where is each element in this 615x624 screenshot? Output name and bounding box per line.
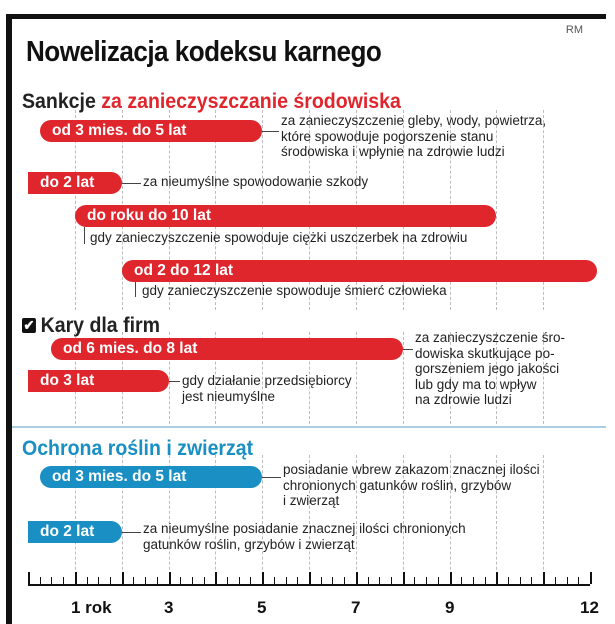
description-line: za nieumyślne posiadanie znacznej ilości chronionych (143, 521, 466, 536)
axis-tick (63, 577, 64, 584)
section-divider (12, 426, 606, 428)
axis-tick (274, 577, 275, 584)
description-line: i zwierząt (283, 493, 340, 508)
range-description (143, 174, 368, 190)
axis-tick (133, 577, 134, 584)
axis-tick (578, 577, 579, 584)
section-sankcje-highlight: za zanieczyszczanie środowiska (101, 90, 401, 113)
x-axis-line (28, 584, 590, 586)
checkmark-icon: ✔ (23, 317, 35, 333)
description-line: które spowoduje pogorszenie stanu (281, 128, 494, 144)
chart-title: Nowelizacja kodeksu karnego (26, 36, 382, 68)
description-line: za zanieczyszczenie gleby, wody, powietrza, (281, 113, 547, 128)
description-line: dowiska skutkujące po- (415, 345, 555, 361)
author-credit: RM (565, 24, 583, 36)
axis-tick (145, 577, 146, 584)
axis-tick (215, 572, 217, 584)
axis-tick (414, 577, 415, 584)
leader-line (122, 532, 141, 533)
range-description (281, 113, 546, 160)
range-description (90, 230, 467, 246)
axis-tick (332, 577, 333, 584)
section-firmy-label: Kary dla firm (40, 314, 161, 337)
axis-tick (485, 577, 486, 584)
description-line: gatunków roślin, grzybów i zwierząt (143, 536, 355, 552)
range-bar (28, 172, 122, 194)
leader-line (135, 282, 136, 297)
axis-tick (403, 572, 405, 584)
description-line: posiadanie wbrew zakazom znacznej ilości (283, 462, 540, 477)
leader-line (262, 131, 279, 132)
range-bar-label: do 2 lat (40, 174, 95, 191)
leader-line (262, 477, 281, 478)
gridline (262, 455, 263, 585)
axis-tick (368, 577, 369, 584)
axis-tick (426, 577, 427, 584)
range-bar-label: od 3 mies. do 5 lat (52, 468, 187, 485)
axis-tick (297, 577, 298, 584)
description-line: gdy działanie przedsiębiorcy (182, 373, 352, 388)
description-line: lub gdy ma to wpływ (415, 376, 537, 392)
frame-top-rule (6, 14, 606, 19)
axis-tick-label: 5 (257, 598, 267, 617)
axis-tick-label: 9 (445, 598, 455, 617)
axis-tick (239, 577, 240, 584)
description-line: gdy zanieczyszczenie spowoduje śmierć człowieka (142, 283, 447, 298)
axis-tick (180, 577, 181, 584)
range-bar-label: do 3 lat (40, 372, 95, 389)
description-line: środowiska i wpłynie na zdrowie ludzi (281, 144, 505, 159)
axis-tick (543, 572, 545, 584)
range-bar (51, 338, 403, 360)
leader-line (169, 381, 180, 382)
axis-tick (157, 577, 158, 584)
section-sankcje-heading (22, 90, 401, 114)
axis-tick (98, 577, 99, 584)
axis-tick (496, 572, 498, 584)
axis-tick (309, 572, 311, 584)
axis-tick (75, 572, 77, 584)
range-bar-label: do 2 lat (40, 523, 95, 540)
axis-tick (391, 577, 392, 584)
leader-line (403, 349, 413, 350)
range-bar (40, 466, 262, 488)
section-firmy-heading (22, 314, 160, 338)
axis-tick (450, 572, 452, 584)
description-line: chronionych gatunków roślin, grzybów (283, 477, 512, 493)
range-description (415, 330, 565, 408)
section-sankcje-prefix: Sankcje (22, 90, 96, 113)
description-line: gdy zanieczyszczenie spowoduje ciężki uszczerbek na zdrowiu (90, 230, 468, 245)
axis-tick (87, 577, 88, 584)
gridline (543, 455, 544, 585)
axis-tick (227, 577, 228, 584)
section-ochrona-heading: Ochrona roślin i zwierząt (22, 437, 254, 460)
description-line: gorszeniem jego jakości (415, 361, 560, 376)
axis-tick (473, 577, 474, 584)
axis-tick-label: 7 (351, 598, 361, 617)
range-description (142, 283, 447, 299)
axis-tick (356, 572, 358, 584)
range-description (283, 462, 540, 509)
range-bar (28, 521, 122, 543)
range-bar (75, 205, 496, 227)
axis-tick (51, 577, 52, 584)
range-bar (40, 120, 262, 142)
range-bar-label: od 3 mies. do 5 lat (52, 122, 187, 139)
axis-tick (321, 577, 322, 584)
axis-tick (590, 572, 592, 584)
description-line: na zdrowie ludzi (415, 392, 512, 407)
axis-tick (169, 572, 171, 584)
frame-left-rule (6, 14, 12, 624)
axis-tick (192, 577, 193, 584)
description-line: jest nieumyślne (182, 388, 276, 404)
axis-tick-label: 12 (580, 598, 599, 617)
axis-tick (250, 577, 251, 584)
range-bar-label: od 2 do 12 lat (134, 262, 234, 279)
axis-tick (40, 577, 41, 584)
axis-tick (262, 572, 264, 584)
axis-tick (555, 577, 556, 584)
axis-tick (122, 572, 124, 584)
description-line: za zanieczyszczenie śro- (415, 330, 566, 345)
axis-tick-label: 1 rok (71, 598, 112, 617)
axis-tick-label: 3 (164, 598, 174, 617)
gridline (403, 332, 404, 424)
range-description (182, 373, 352, 404)
range-bar (122, 260, 597, 282)
axis-tick (461, 577, 462, 584)
leader-line (122, 183, 141, 184)
axis-tick (110, 577, 111, 584)
description-line: za nieumyślne spowodowanie szkody (143, 174, 369, 189)
range-bar-label: do roku do 10 lat (87, 207, 212, 224)
range-bar (28, 370, 169, 392)
axis-tick (531, 577, 532, 584)
axis-tick (344, 577, 345, 584)
axis-tick (438, 577, 439, 584)
range-description (143, 521, 466, 552)
axis-tick (28, 572, 30, 584)
leader-line (84, 227, 85, 244)
axis-tick (508, 577, 509, 584)
axis-tick (286, 577, 287, 584)
axis-tick (204, 577, 205, 584)
axis-tick (567, 577, 568, 584)
range-bar-label: od 6 mies. do 8 lat (63, 340, 198, 357)
axis-tick (379, 577, 380, 584)
axis-tick (520, 577, 521, 584)
